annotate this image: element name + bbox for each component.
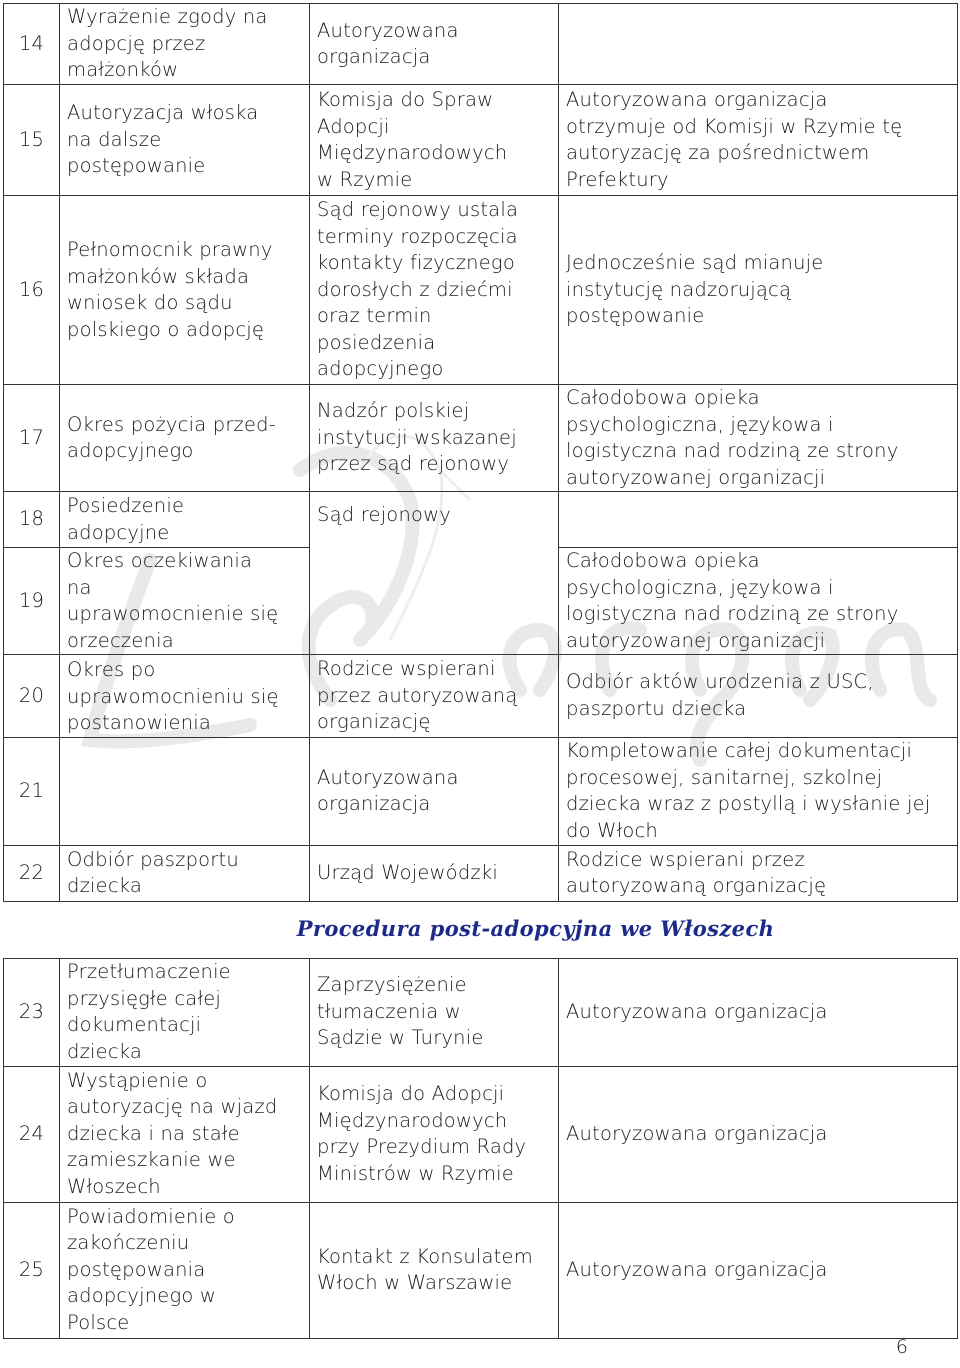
step-notes: Kompletowanie całej dokumentacji procesowej, sanitarnej, szkolnej dziecka wraz z postyllą i wysłanie jej do Włoch xyxy=(566,739,931,842)
step-action: Wyrażenie zgody na adopcję przez małżonków xyxy=(67,5,268,82)
document-table-wrapper xyxy=(3,3,957,1339)
step-notes: Jednocześnie sąd mianuje instytucję nadzorującą postępowanie xyxy=(566,251,824,328)
step-action: Odbiór paszportu dziecka xyxy=(67,847,239,897)
row-number: 14 xyxy=(4,4,60,85)
step-action: Przetłumaczenie przysięgłe całej dokumentacji dziecka xyxy=(67,960,231,1063)
table-row xyxy=(4,85,958,196)
table-row xyxy=(4,737,958,845)
row-number: 24 xyxy=(4,1066,60,1202)
row-number: 19 xyxy=(4,548,60,655)
step-notes: Autoryzowana organizacja xyxy=(566,1121,828,1145)
step-entity: Nadzór polskiej instytucji wskazanej przez sąd rejonowy xyxy=(317,399,517,476)
step-notes: Odbiór aktów urodzenia z USC, paszportu dziecka xyxy=(566,670,874,720)
step-entity: Autoryzowana organizacja xyxy=(317,765,459,815)
step-entity: Rodzice wspierani przez autoryzowaną organizację xyxy=(317,657,518,733)
step-action: Pełnomocnik prawny małżonków składa wniosek do sądu polskiego o adopcję xyxy=(67,238,273,341)
step-entity: Komisja do Adopcji Międzynarodowych przy Prezydium Rady Ministrów w Rzymie xyxy=(317,1082,527,1185)
section-heading-row xyxy=(4,901,958,958)
step-entity: Sąd rejonowy xyxy=(317,503,452,526)
table-row xyxy=(4,385,958,492)
step-entity: Sąd rejonowy ustala terminy rozpoczęcia kontakty fizycznego dorosłych z dziećmi oraz termin posiedzenia adopcyjnego xyxy=(317,198,519,381)
table-row xyxy=(4,4,958,85)
step-entity: Kontakt z Konsulatem Włoch w Warszawie xyxy=(317,1244,533,1294)
row-number: 20 xyxy=(4,655,60,738)
row-number: 16 xyxy=(4,196,60,385)
step-action: Posiedzenie adopcyjne xyxy=(67,494,185,544)
step-action: Powiadomienie o zakończeniu postępowania adopcyjnego w Polsce xyxy=(67,1204,235,1334)
table-row xyxy=(4,492,958,548)
step-action: Okres oczekiwania na uprawomocnienie się orzeczenia xyxy=(67,549,279,652)
step-notes: Całodobowa opieka psychologiczna, językowa i logistyczna nad rodziną ze strony autoryzowanej organizacji xyxy=(566,386,899,489)
row-number: 22 xyxy=(4,845,60,901)
step-entity: Autoryzowana organizacja xyxy=(317,18,459,68)
step-notes: Autoryzowana organizacja otrzymuje od Komisji w Rzymie tę autoryzację za pośrednictwem Prefektury xyxy=(566,88,903,191)
step-action: Okres po uprawomocnieniu się postanowienia xyxy=(67,658,279,734)
table-row xyxy=(4,1202,958,1338)
table-row xyxy=(4,1066,958,1202)
step-action: Okres pożycia przed- adopcyjnego xyxy=(67,412,276,462)
row-number: 15 xyxy=(4,85,60,196)
row-number: 25 xyxy=(4,1202,60,1338)
table-row xyxy=(4,196,958,385)
table-row xyxy=(4,655,958,738)
row-number: 17 xyxy=(4,385,60,492)
step-notes: Całodobowa opieka psychologiczna, językowa i logistyczna nad rodziną ze strony autoryzowanej organizacji xyxy=(566,549,899,652)
row-number: 18 xyxy=(4,492,60,548)
table-row xyxy=(4,845,958,901)
step-action: Wystąpienie o autoryzację na wjazd dziecka i na stałe zamieszkanie we Włoszech xyxy=(67,1068,278,1198)
row-number: 21 xyxy=(4,737,60,845)
row-number: 23 xyxy=(4,958,60,1066)
step-entity: Komisja do Spraw Adopcji Międzynarodowych w Rzymie xyxy=(317,88,508,191)
step-entity: Urząd Wojewódzki xyxy=(317,860,498,884)
section-heading: Procedura post-adopcyjna we Włoszech xyxy=(296,916,775,942)
procedure-table xyxy=(3,3,958,1339)
step-notes: Rodzice wspierani przez autoryzowaną organizację xyxy=(566,847,827,897)
table-row xyxy=(4,958,958,1066)
page-number: 6 xyxy=(895,1336,908,1358)
step-entity: Zaprzysiężenie tłumaczenia w Sądzie w Turynie xyxy=(317,973,484,1050)
step-notes: Autoryzowana organizacja xyxy=(566,999,828,1023)
step-action: Autoryzacja włoska na dalsze postępowanie xyxy=(67,101,259,178)
step-notes: Autoryzowana organizacja xyxy=(566,1257,828,1281)
